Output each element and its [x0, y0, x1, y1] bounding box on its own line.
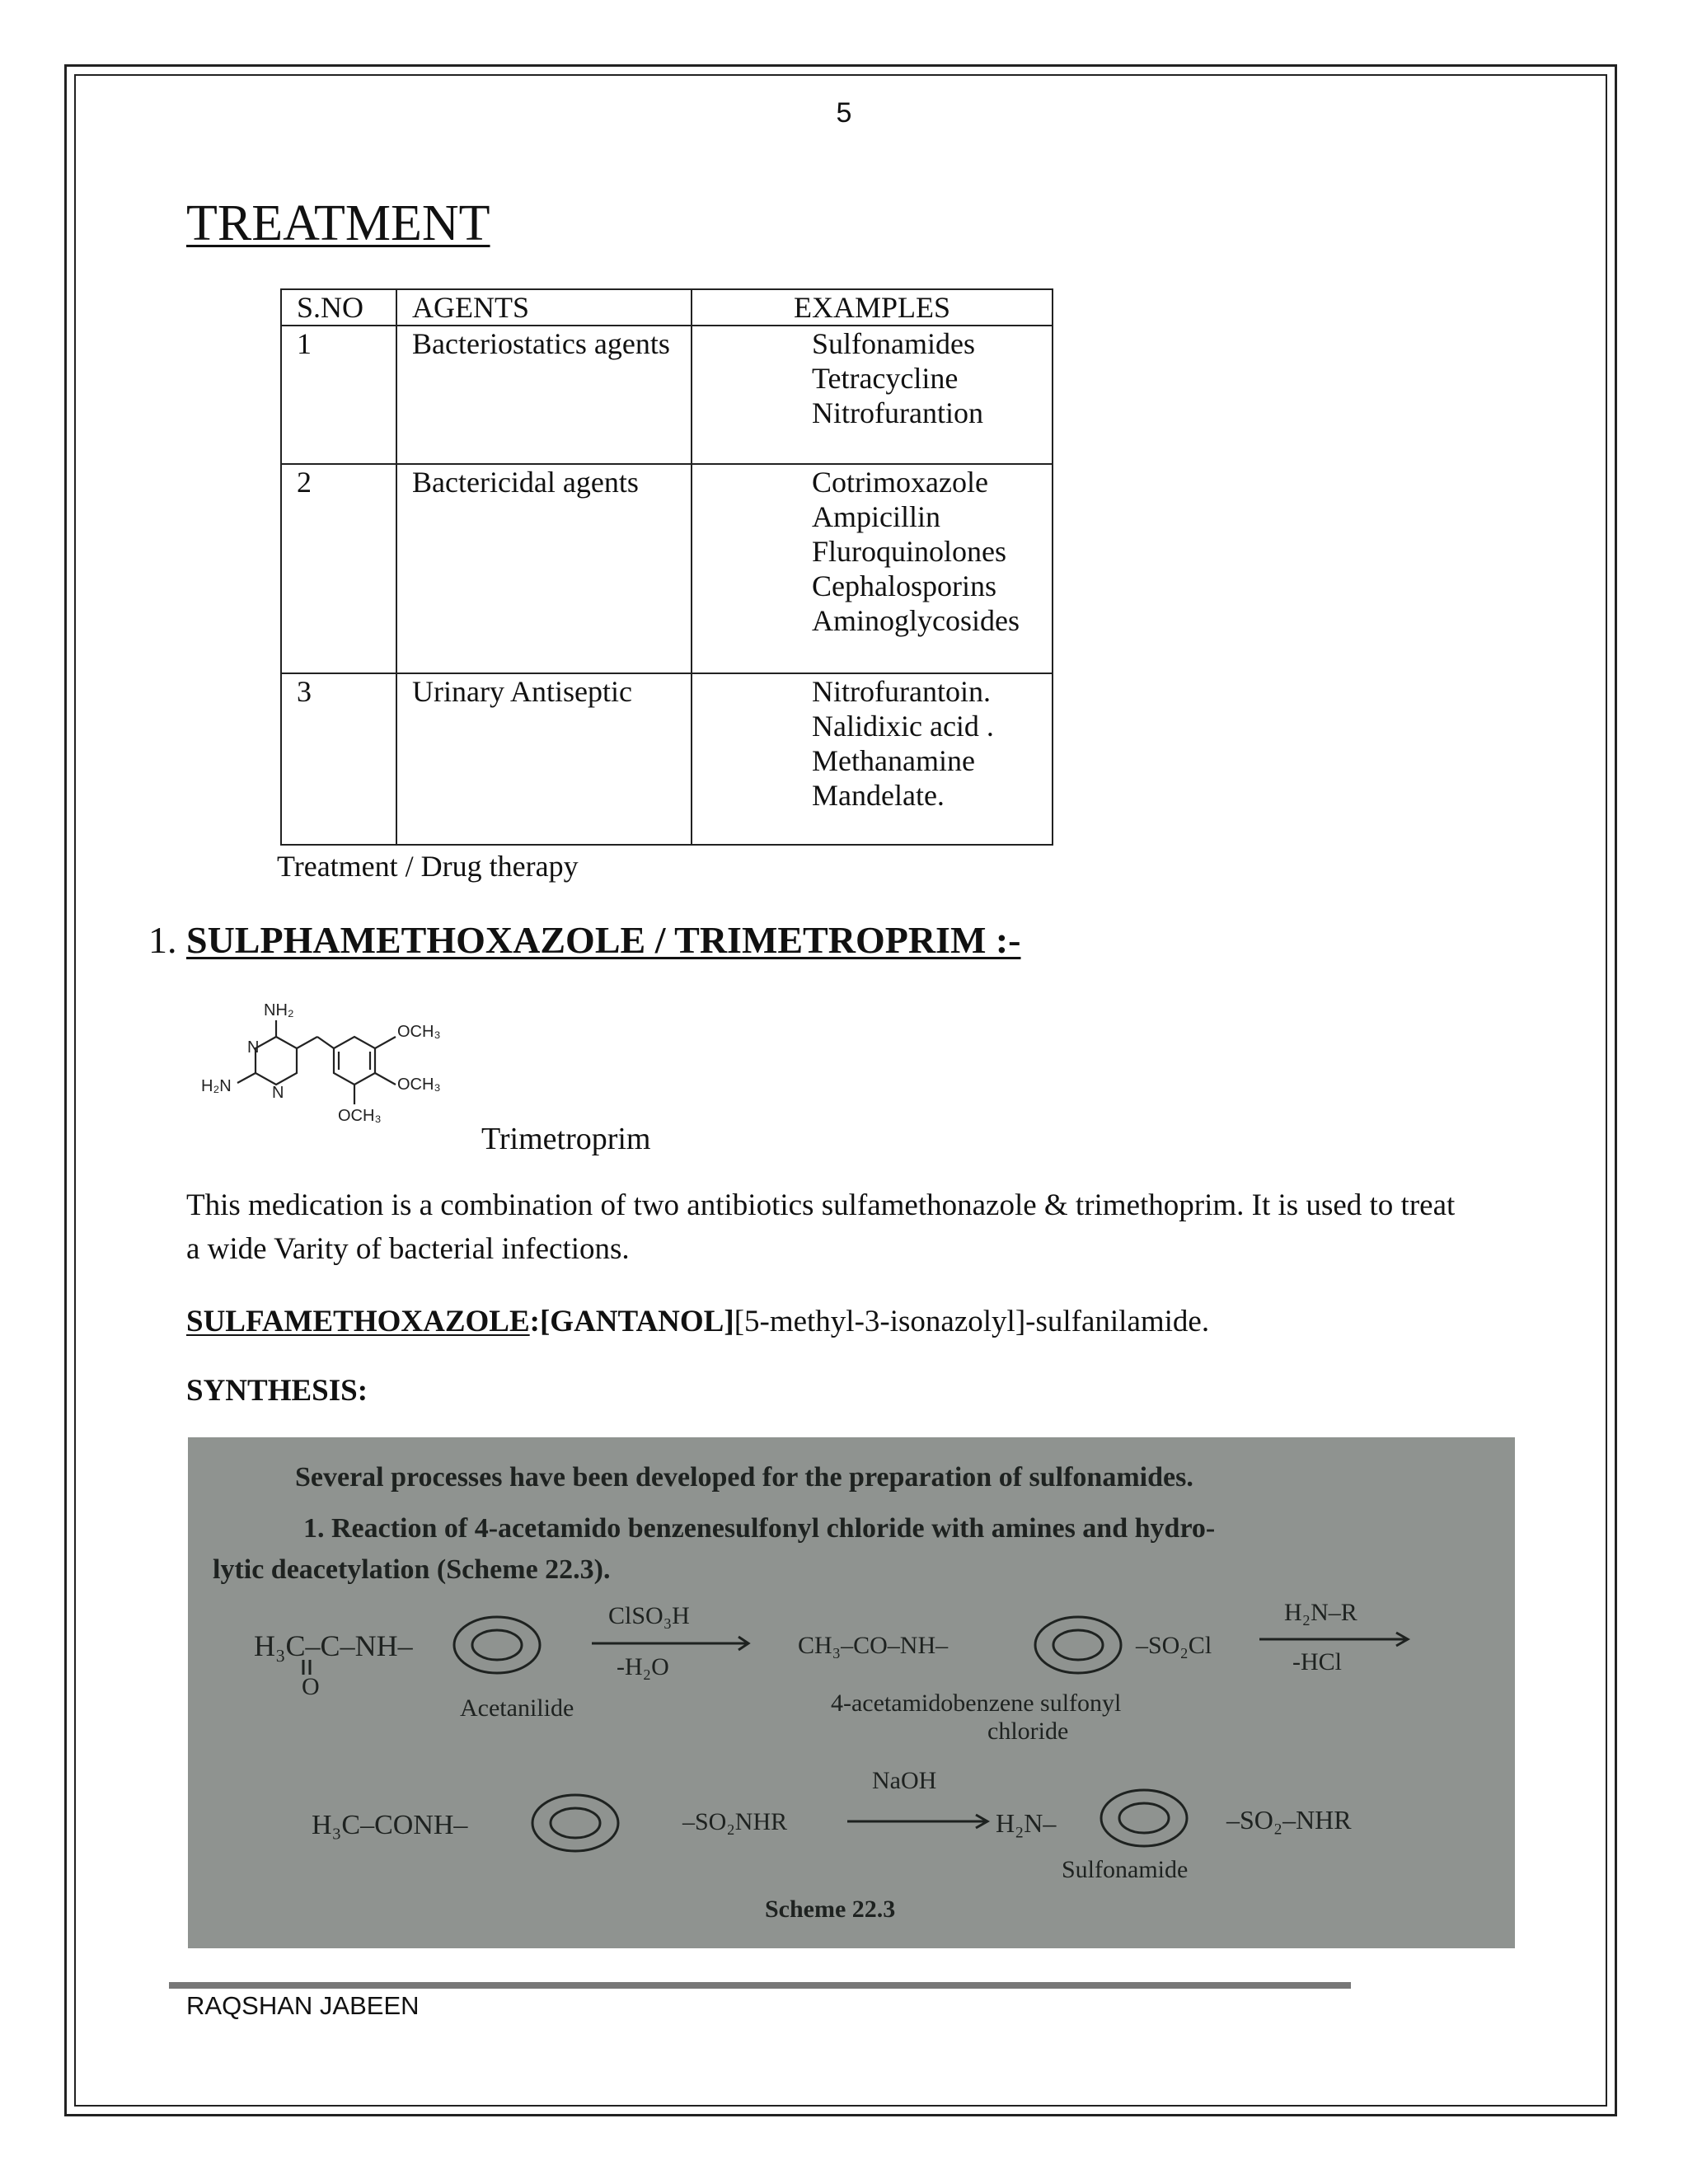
- r1-reagent-bottom: -H₂O: [617, 1653, 669, 1680]
- synthesis-label: SYNTHESIS:: [186, 1374, 368, 1408]
- example-item: Cephalosporins: [812, 569, 996, 602]
- r2-left-formula: H₃C–CONH–: [312, 1810, 468, 1840]
- example-item: Aminoglycosides: [812, 604, 1020, 637]
- section-number: 1.: [148, 919, 177, 961]
- example-item: Fluroquinolones: [812, 535, 1007, 568]
- r2-product-left: H₂N–: [996, 1808, 1057, 1838]
- example-item: Nitrofurantion: [812, 396, 983, 429]
- header-agents: AGENTS: [396, 289, 692, 326]
- section-title: [148, 918, 1021, 962]
- sulfamethoxazole-line: [186, 1304, 1209, 1339]
- drug-colon: :: [529, 1305, 540, 1338]
- r2-left-substituent: –SO₂NHR: [682, 1808, 788, 1835]
- cell-agent: Urinary Antiseptic: [396, 673, 692, 845]
- example-item: Nitrofurantoin.: [812, 675, 991, 708]
- label-och3-top: OCH₃: [397, 1023, 441, 1041]
- cell-examples: [692, 673, 1053, 845]
- table-row: [281, 673, 1053, 845]
- r1-mid-name-2: chloride: [987, 1718, 1069, 1745]
- synthesis-scheme-scan: [188, 1437, 1515, 1948]
- scheme-label: Scheme 22.3: [765, 1896, 896, 1923]
- r1-carbonyl-o: O: [302, 1673, 320, 1700]
- r1-acetanilide-formula: H₃C–C–NH–: [254, 1629, 413, 1662]
- brand-name: [GANTANOL]: [539, 1305, 734, 1338]
- example-item: Tetracycline: [812, 362, 959, 395]
- section-title-text: SULPHAMETHOXAZOLE / TRIMETROPRIM :-: [186, 919, 1021, 961]
- label-och3-mid: OCH₃: [397, 1076, 441, 1094]
- molecule-name: Trimetroprim: [481, 1122, 651, 1156]
- cell-sno: 2: [281, 464, 396, 673]
- description-paragraph: This medication is a combination of two antibiotics sulfamethonazole & trimethoprim. It is used to treat a wide Varity of bacterial infections.: [186, 1188, 1456, 1266]
- example-item: Ampicillin: [812, 500, 940, 533]
- r1-mid-formula-left: CH₃–CO–NH–: [798, 1632, 949, 1659]
- r2-product-name: Sulfonamide: [1062, 1856, 1189, 1883]
- r1-mid-formula-right: –SO₂Cl: [1136, 1632, 1212, 1659]
- r1-reagent2-top: H₂N–R: [1284, 1599, 1357, 1626]
- label-och3-bottom: OCH₃: [338, 1107, 382, 1125]
- label-nh2: NH₂: [264, 1001, 294, 1019]
- page-heading: TREATMENT: [186, 195, 490, 251]
- cell-sno: 3: [281, 673, 396, 845]
- example-item: Cotrimoxazole: [812, 466, 988, 499]
- scan-line-2: 1. Reaction of 4-acetamido benzenesulfonyl chloride with amines and hydro-: [303, 1513, 1216, 1544]
- r1-acetanilide-name: Acetanilide: [460, 1694, 574, 1722]
- label-h2n: H₂N: [201, 1077, 232, 1095]
- table-row: [281, 464, 1053, 673]
- page-number: 5: [836, 97, 852, 129]
- table-row: [281, 326, 1053, 464]
- cell-examples: [692, 326, 1053, 464]
- author-name: RAQSHAN JABEEN: [186, 1991, 420, 2020]
- cell-agent: Bactericidal agents: [396, 464, 692, 673]
- trimethoprim-structure: [190, 997, 495, 1154]
- example-item: Sulfonamides: [812, 327, 975, 360]
- scan-line-1: Several processes have been developed for the preparation of sulfonamides.: [295, 1462, 1193, 1493]
- table-caption: Treatment / Drug therapy: [277, 850, 579, 883]
- header-examples: EXAMPLES: [692, 289, 1053, 326]
- example-item: Mandelate.: [812, 779, 945, 812]
- cell-examples: [692, 464, 1053, 673]
- r2-product-right: –SO₂–NHR: [1226, 1805, 1352, 1835]
- cell-sno: 1: [281, 326, 396, 464]
- label-n1: N: [247, 1038, 260, 1057]
- scheme-drawing: [188, 1437, 1515, 1948]
- example-item: Methanamine: [812, 744, 975, 777]
- label-n2: N: [272, 1084, 284, 1102]
- r1-reagent-top: ClSO₃H: [608, 1602, 690, 1629]
- header-sno: S.NO: [281, 289, 396, 326]
- r1-reagent2-bottom: -HCl: [1292, 1648, 1342, 1675]
- footer-rule: [169, 1982, 1351, 1989]
- r1-mid-name-1: 4-acetamidobenzene sulfonyl: [831, 1690, 1122, 1717]
- table-header-row: [281, 289, 1053, 326]
- example-item: Nalidixic acid .: [812, 710, 994, 743]
- chemical-name: [5-methyl-3-isonazolyl]-sulfanilamide.: [734, 1305, 1210, 1338]
- r2-reagent: NaOH: [872, 1767, 937, 1794]
- drug-name: SULFAMETHOXAZOLE: [186, 1305, 530, 1338]
- treatment-table: [280, 288, 1053, 846]
- cell-agent: Bacteriostatics agents: [396, 326, 692, 464]
- scan-line-3: lytic deacetylation (Scheme 22.3).: [213, 1554, 611, 1585]
